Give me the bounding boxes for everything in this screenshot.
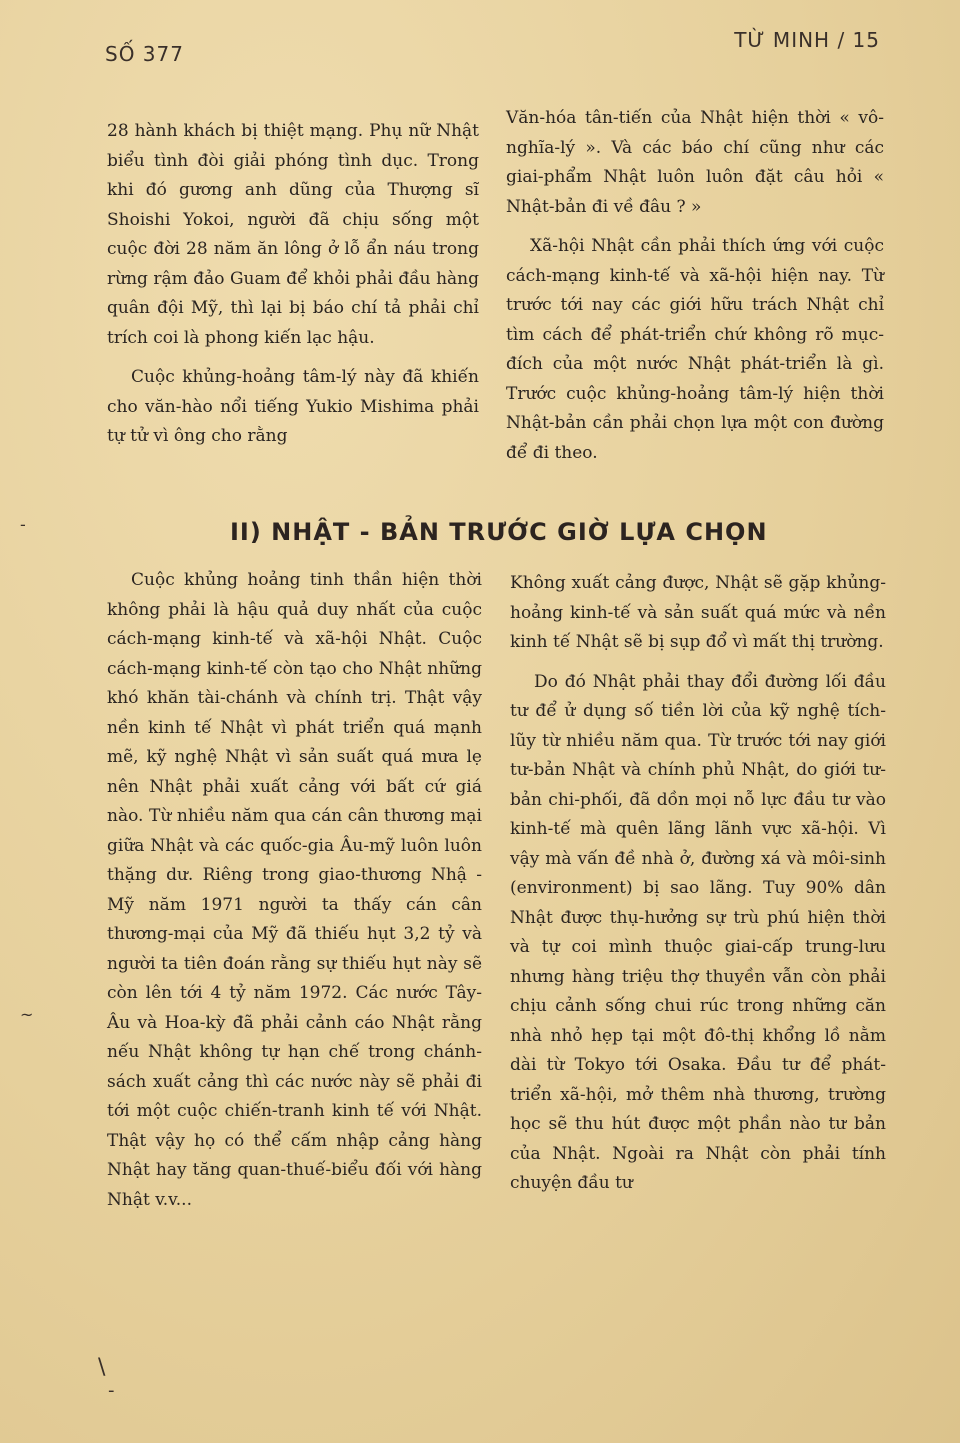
column-bottom-left — [107, 566, 482, 1225]
column-bottom-right — [510, 569, 886, 1209]
paragraph: Do đó Nhật phải thay đổi đường lối đầu tư để ử dụng số tiền lời của kỹ nghệ tích-lũy từ nhiều năm qua. Từ trước tới nay giới tư-bản Nhật và chính phủ Nhật, do giới tư-bản chi-phối, đã dồn mọi nỗ lực đầu tư vào kinh-tế mà quên lãng lãnh vực xã-hội. Vì vậy mà vấn đề nhà ở, đường xá và môi-sinh (environment) bị sao lãng. Tuy 90% dân Nhật được thụ-hưởng sự trù phú hiện thời và tự coi mình thuộc giai-cấp trung-lưu nhưng hàng triệu thợ thuyền vẫn còn phải chịu cảnh sống chui rúc trong những căn nhà nhỏ hẹp tại một đô-thị khổng lồ nằm dài từ Tokyo tới Osaka. Đầu tư để phát-triển xã-hội, mở thêm nhà thương, trường học sẽ thu hút được một phần nào tư bản của Nhật. Ngoài ra Nhật còn phải tính chuyện đầu tư — [510, 671, 886, 1193]
paragraph: Văn-hóa tân-tiến của Nhật hiện thời « vô-nghĩa-lý ». Và các báo chí cũng như các giai-phẩm Nhật luôn luôn đặt câu hỏi « Nhật-bản đi về đâu ? » — [506, 108, 884, 217]
print-mark: - — [20, 515, 26, 534]
column-top-right — [506, 104, 884, 478]
paragraph: Cuộc khủng-hoảng tâm-lý này đã khiến cho văn-hào nổi tiếng Yukio Mishima phải tự tử vì ông cho rằng — [107, 367, 479, 446]
paragraph: Xã-hội Nhật cần phải thích ứng với cuộc cách-mạng kinh-tế và xã-hội hiện nay. Từ trước tới nay các giới hữu trách Nhật chỉ tìm cách để phát-triển chứ không rõ mục-đích của một nước Nhật phát-triển là gì. Trước cuộc khủng-hoảng tâm-lý hiện thời Nhật-bản cần phải chọn lựa một con đường để đi theo. — [506, 236, 884, 463]
paragraph: 28 hành khách bị thiệt mạng. Phụ nữ Nhật biểu tình đòi giải phóng tình dục. Trong khi đó gương anh dũng của Thượng sĩ Shoishi Yokoi, người đã chịu sống một cuộc đời 28 năm ăn lông ở lỗ ẩn náu trong rừng rậm đảo Guam để khỏi phải đầu hàng quân đội Mỹ, thì lại bị báo chí tả phải chỉ trích coi là phong kiến lạc hậu. — [107, 121, 479, 348]
paragraph: Không xuất cảng được, Nhật sẽ gặp khủng-hoảng kinh-tế và sản suất quá mức và nền kinh tế Nhật sẽ bị sụp đổ vì mất thị trường. — [510, 573, 886, 652]
section-title: II) NHẬT - BẢN TRƯỚC GIỜ LỰA CHỌN — [230, 518, 768, 546]
print-mark: ~ — [20, 1005, 34, 1024]
print-mark: - — [108, 1380, 115, 1401]
page-header-magazine-page: TỪ MINH / 15 — [734, 28, 880, 52]
paragraph: Cuộc khủng hoảng tinh thần hiện thời không phải là hậu quả duy nhất của cuộc cách-mạng kinh-tế và xã-hội Nhật. Cuộc cách-mạng kinh-tế còn tạo cho Nhật những khó khăn tài-chánh và chính trị. Thật vậy nền kinh tế Nhật vì phát triển quá mạnh mẽ, kỹ nghệ Nhật vì sản suất quá mưa lẹ nên Nhật phải xuất cảng với bất cứ giá nào. Từ nhiều năm qua cán cân thương mại giữa Nhật và các quốc-gia Âu-mỹ luôn luôn thặng dư. Riêng trong giao-thương Nhậ -Mỹ năm 1971 người ta thấy cán cân thương-mại của Mỹ đã thiếu hụt 3,2 tỷ và người ta tiên đoán rằng sự thiếu hụt này sẽ còn lên tới 4 tỷ năm 1972. Các nước Tây-Âu và Hoa-kỳ đã phải cảnh cáo Nhật rằng nếu Nhật không tự hạn chế trong chánh-sách xuất cảng thì các nước này sẽ phải đi tới một cuộc chiến-tranh kinh tế với Nhật. Thật vậy họ có thể cấm nhập cảng hàng Nhật hay tăng quan-thuế-biểu đối với hàng Nhật v.v... — [107, 570, 482, 1210]
column-top-left — [107, 117, 479, 462]
print-mark: \ — [98, 1355, 106, 1380]
page-header-issue: SỐ 377 — [105, 42, 184, 66]
